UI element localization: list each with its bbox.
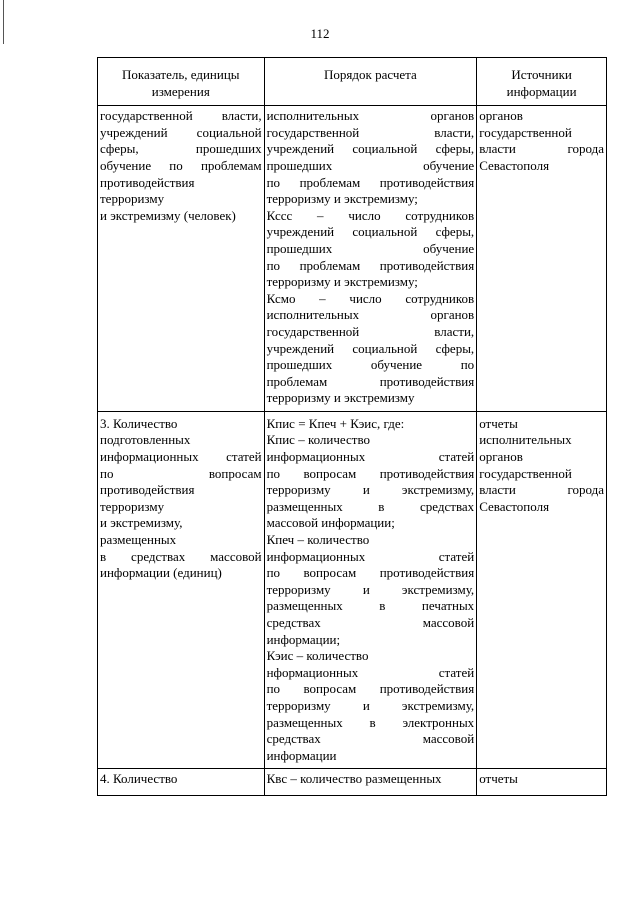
cell-line: по вопросам противодействия [266, 681, 475, 697]
cell-line: средствах массовой [266, 615, 475, 630]
cell-line: по проблемам противодействия [266, 174, 475, 190]
cell-line: отчеты [479, 771, 518, 787]
cell-line: учреждений социальной сферы, [266, 340, 475, 356]
cell-line: подготовленных [100, 432, 191, 448]
indicator-cell [98, 106, 265, 412]
cell-line: органов [479, 449, 523, 465]
cell-line: информации [266, 747, 337, 763]
indicator-cell [98, 411, 265, 768]
cell-line: средствах массовой [266, 731, 475, 747]
cell-line: Кпис = Кпеч + Кэис, где: [266, 415, 405, 431]
header-indicator: Показатель, единицы измерения [98, 58, 265, 106]
page-number: 112 [310, 26, 330, 41]
cell-line: и экстремизму, [100, 515, 183, 531]
cell-line: прошедших обучение по [266, 357, 475, 373]
table-row [98, 411, 607, 768]
cell-line: массовой информации; [266, 515, 395, 531]
cell-line: власти города [479, 482, 604, 498]
cell-line: информации (единиц) [100, 565, 222, 581]
cell-line: органов [479, 108, 523, 124]
cell-line: проблемам противодействия [266, 373, 475, 389]
cell-line: по вопросам противодействия [266, 465, 475, 481]
cell-line: отчеты [479, 415, 518, 431]
cell-line: прошедших обучение [266, 157, 475, 173]
calculation-cell [264, 769, 477, 796]
cell-line: учреждений социальной [100, 124, 262, 140]
cell-line: учреждений социальной сферы, [266, 141, 475, 157]
cell-line: государственной [479, 124, 572, 140]
calculation-cell [264, 411, 477, 768]
indicator-cell [98, 769, 265, 796]
cell-line: информационных статей [266, 548, 475, 564]
cell-line: противодействия [100, 174, 195, 190]
cell-line: терроризму и экстремизму, [266, 697, 475, 713]
cell-line: информационных статей [266, 449, 475, 465]
cell-line: исполнительных органов [266, 307, 475, 323]
cell-line: прошедших обучение [266, 240, 475, 256]
cell-line: Севастополя [479, 498, 550, 514]
cell-line: государственной власти, [266, 124, 475, 140]
cell-line: по вопросам [100, 465, 262, 481]
cell-line: и экстремизму (человек) [100, 207, 236, 223]
cell-line: нформационных статей [266, 664, 475, 680]
cell-line: государственной власти, [100, 108, 262, 124]
header-sources: Источники информации [477, 58, 607, 106]
cell-line: Квс – количество размещенных [266, 771, 442, 787]
cell-line: терроризму и экстремизму, [266, 581, 475, 597]
cell-line: по вопросам противодействия [266, 565, 475, 581]
cell-line: терроризму и экстремизму; [266, 191, 418, 207]
cell-line: 3. Количество [100, 415, 178, 431]
cell-line: обучение по проблемам [100, 157, 262, 173]
cell-line: государственной власти, [266, 323, 475, 339]
cell-line: противодействия [100, 482, 195, 498]
cell-line: исполнительных [479, 432, 572, 448]
table-row [98, 106, 607, 412]
source-cell [477, 106, 607, 412]
cell-line: Кпис – количество [266, 432, 371, 448]
cell-line: терроризму [100, 191, 165, 207]
source-cell [477, 411, 607, 768]
cell-line: Ксмо – число сотрудников [266, 290, 475, 306]
table-row [98, 769, 607, 796]
cell-line: по проблемам противодействия [266, 257, 475, 273]
cell-line: Кэис – количество [266, 648, 369, 664]
cell-line: информации; [266, 631, 341, 647]
cell-line: государственной [479, 465, 572, 481]
cell-line: информационных статей [100, 449, 262, 465]
cell-line: размещенных в печатных [266, 598, 475, 614]
cell-line: 4. Количество [100, 771, 178, 787]
cell-line: Кпеч – количество [266, 532, 370, 548]
cell-line: терроризму и экстремизму, [266, 482, 475, 498]
cell-line: терроризму и экстремизму; [266, 274, 418, 290]
cell-line: размещенных [100, 532, 177, 548]
cell-line: терроризму [100, 498, 165, 514]
header-calculation: Порядок расчета [264, 58, 477, 106]
cell-line: размещенных в электронных [266, 714, 475, 730]
calculation-cell [264, 106, 477, 412]
cell-line: учреждений социальной сферы, [266, 224, 475, 240]
cell-line: Кссс – число сотрудников [266, 207, 475, 223]
source-cell [477, 769, 607, 796]
cell-line: исполнительных органов [266, 108, 475, 124]
table-header-row [98, 58, 607, 106]
cell-line: Севастополя [479, 157, 550, 173]
indicators-table [97, 57, 607, 796]
cell-line: сферы, прошедших [100, 141, 262, 157]
cell-line: власти города [479, 141, 604, 157]
cell-line: терроризму и экстремизму [266, 390, 415, 406]
cell-line: размещенных в средствах [266, 498, 475, 514]
cell-line: в средствах массовой [100, 548, 262, 564]
